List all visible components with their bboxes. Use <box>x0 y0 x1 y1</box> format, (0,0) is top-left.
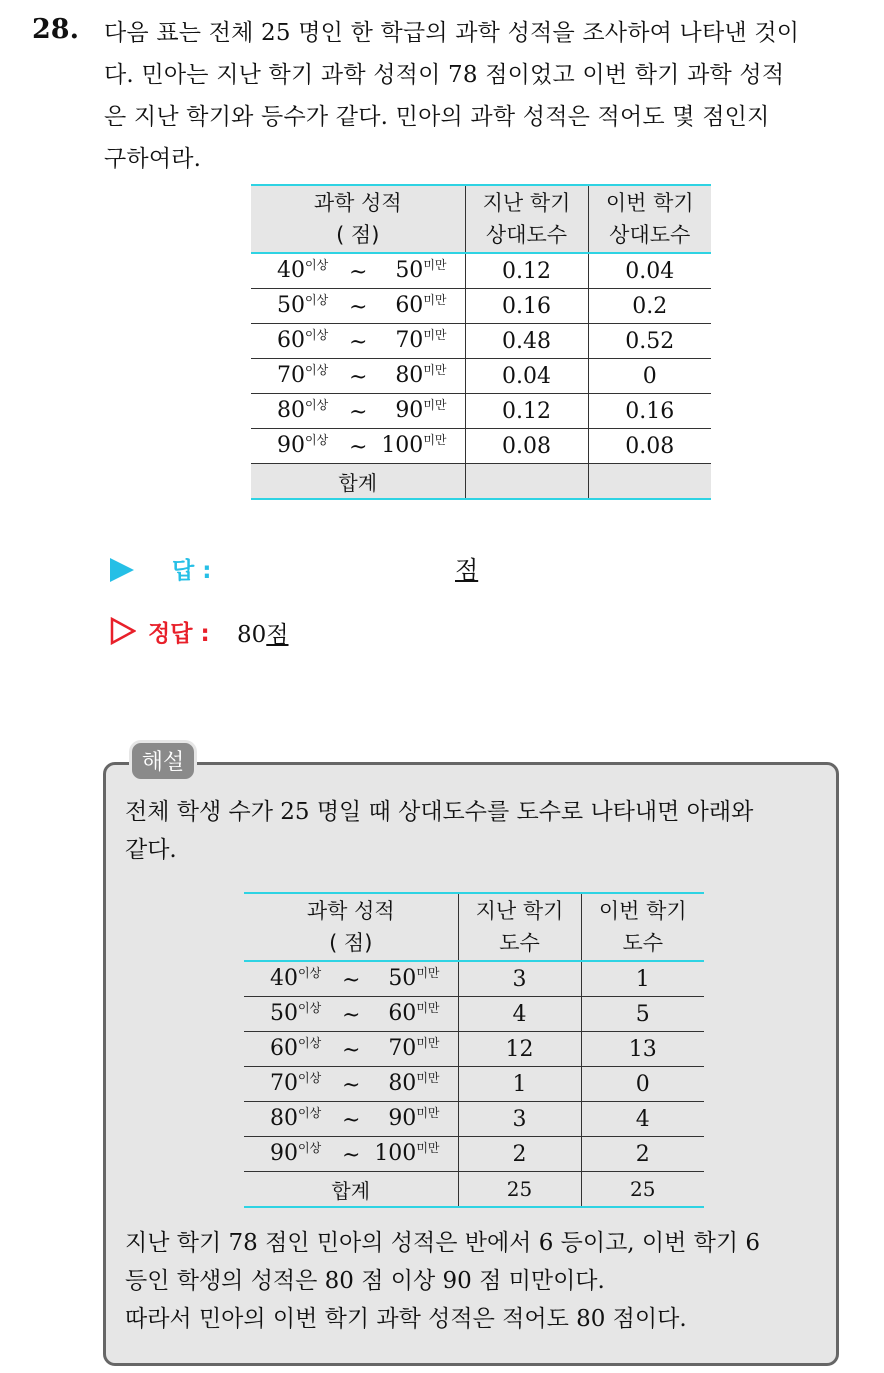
total-label: 합계 <box>244 1172 458 1208</box>
this-term-value: 0 <box>588 359 711 394</box>
score-range <box>244 1102 458 1137</box>
table-header-row <box>244 893 704 961</box>
table-row <box>244 1102 704 1137</box>
last-term-value: 4 <box>458 997 581 1032</box>
range-low: $90^{이상}$ <box>277 433 329 458</box>
table-row <box>244 1137 704 1172</box>
range-tilde: ~ <box>349 260 368 285</box>
score-range <box>244 1032 458 1067</box>
range-high: $90^{미만}$ <box>388 1106 440 1131</box>
this-term-value: 0.52 <box>588 324 711 359</box>
range-low: $80^{이상}$ <box>270 1106 322 1131</box>
question-line: 다음 표는 전체 25 명인 한 학급의 과학 성적을 조사하여 나타낸 것이 <box>104 20 800 46</box>
range-high: $60^{미만}$ <box>395 293 447 318</box>
score-range <box>244 997 458 1032</box>
table-header-row <box>251 185 711 253</box>
this-term-value: 0.16 <box>588 394 711 429</box>
range-tilde: ~ <box>342 1143 361 1168</box>
range-tilde: ~ <box>342 1003 361 1028</box>
explanation-conclusion <box>125 1224 845 1338</box>
range-tilde: ~ <box>342 968 361 993</box>
table-row <box>244 1067 704 1102</box>
outline-triangle-icon <box>110 617 136 645</box>
explanation-line: 등인 학생의 성적은 80 점 이상 90 점 미만이다. <box>125 1268 605 1294</box>
range-high: $80^{미만}$ <box>395 363 447 388</box>
play-triangle-icon <box>110 558 134 582</box>
range-high: $70^{미만}$ <box>395 328 447 353</box>
range-low: $70^{이상}$ <box>277 363 329 388</box>
table-row <box>251 429 711 464</box>
range-low: $70^{이상}$ <box>270 1071 322 1096</box>
score-range <box>251 289 465 324</box>
range-high: $80^{미만}$ <box>388 1071 440 1096</box>
header-this-term: 이번 학기 도수 <box>581 893 704 961</box>
range-tilde: ~ <box>349 330 368 355</box>
table-row <box>251 253 711 289</box>
total-this-term: 25 <box>581 1172 704 1208</box>
range-low: $50^{이상}$ <box>277 293 329 318</box>
range-low: $50^{이상}$ <box>270 1001 322 1026</box>
last-term-value: 3 <box>458 1102 581 1137</box>
this-term-value: 0.2 <box>588 289 711 324</box>
correct-answer-label: 정답 : <box>148 621 210 647</box>
explanation-line: 전체 학생 수가 25 명일 때 상대도수를 도수로 나타내면 아래와 <box>125 799 754 825</box>
explanation-line: 따라서 민아의 이번 학기 과학 성적은 적어도 80 점이다. <box>125 1306 687 1332</box>
last-term-value: 12 <box>458 1032 581 1067</box>
score-range <box>244 1067 458 1102</box>
range-tilde: ~ <box>342 1073 361 1098</box>
header-score: 과학 성적 ( 점) <box>251 185 465 253</box>
table-row <box>251 289 711 324</box>
total-last-term: 25 <box>458 1172 581 1208</box>
table-row <box>244 1032 704 1067</box>
header-this-term: 이번 학기 상대도수 <box>588 185 711 253</box>
range-high: $100^{미만}$ <box>374 1141 440 1166</box>
last-term-value: 1 <box>458 1067 581 1102</box>
total-label: 합계 <box>251 464 465 500</box>
range-tilde: ~ <box>349 365 368 390</box>
correct-answer-row <box>110 612 610 652</box>
last-term-value: 3 <box>458 961 581 997</box>
score-range <box>244 961 458 997</box>
range-low: $80^{이상}$ <box>277 398 329 423</box>
range-high: $60^{미만}$ <box>388 1001 440 1026</box>
this-term-value: 0 <box>581 1067 704 1102</box>
score-range <box>244 1137 458 1172</box>
range-low: $60^{이상}$ <box>270 1036 322 1061</box>
table-total-row <box>244 1172 704 1208</box>
header-last-term: 지난 학기 도수 <box>458 893 581 961</box>
this-term-value: 13 <box>581 1032 704 1067</box>
explanation-intro <box>125 793 845 869</box>
range-tilde: ~ <box>342 1038 361 1063</box>
range-high: $50^{미만}$ <box>395 258 447 283</box>
answer-unit: 점 <box>455 556 479 584</box>
score-range <box>251 394 465 429</box>
question-line: 다. 민아는 지난 학기 과학 성적이 78 점이었고 이번 학기 과학 성적 <box>104 62 785 88</box>
frequency-table <box>244 892 704 1208</box>
relative-frequency-table <box>251 184 711 500</box>
table-total-row <box>251 464 711 500</box>
range-high: $70^{미만}$ <box>388 1036 440 1061</box>
correct-answer-value: 80점 <box>237 622 289 648</box>
this-term-value: 0.08 <box>588 429 711 464</box>
this-term-value: 0.04 <box>588 253 711 289</box>
last-term-value: 0.12 <box>465 253 588 289</box>
header-score: 과학 성적 ( 점) <box>244 893 458 961</box>
last-term-value: 0.04 <box>465 359 588 394</box>
last-term-value: 0.16 <box>465 289 588 324</box>
score-range <box>251 429 465 464</box>
table-row <box>251 359 711 394</box>
range-tilde: ~ <box>349 295 368 320</box>
score-range <box>251 359 465 394</box>
total-this-term <box>588 464 711 500</box>
correct-answer-unit: 점 <box>266 622 289 648</box>
question-text <box>104 12 864 180</box>
last-term-value: 0.48 <box>465 324 588 359</box>
this-term-value: 2 <box>581 1137 704 1172</box>
answer-label: 답 : <box>172 558 212 584</box>
question-number: 28. <box>32 14 79 45</box>
question-line: 구하여라. <box>104 146 202 172</box>
score-range <box>251 253 465 289</box>
this-term-value: 1 <box>581 961 704 997</box>
range-high: $100^{미만}$ <box>381 433 447 458</box>
range-high: $90^{미만}$ <box>395 398 447 423</box>
this-term-value: 4 <box>581 1102 704 1137</box>
range-low: $60^{이상}$ <box>277 328 329 353</box>
this-term-value: 5 <box>581 997 704 1032</box>
table-row <box>244 997 704 1032</box>
last-term-value: 2 <box>458 1137 581 1172</box>
table-row <box>251 324 711 359</box>
explanation-tag: 해설 <box>129 740 197 782</box>
range-low: $90^{이상}$ <box>270 1141 322 1166</box>
total-last-term <box>465 464 588 500</box>
range-tilde: ~ <box>349 400 368 425</box>
answer-row <box>110 550 610 590</box>
header-last-term: 지난 학기 상대도수 <box>465 185 588 253</box>
range-tilde: ~ <box>349 435 368 460</box>
question-line: 은 지난 학기와 등수가 같다. 민아의 과학 성적은 적어도 몇 점인지 <box>104 104 770 130</box>
explanation-line: 같다. <box>125 837 177 863</box>
explanation-line: 지난 학기 78 점인 민아의 성적은 반에서 6 등이고, 이번 학기 6 <box>125 1230 761 1256</box>
range-high: $50^{미만}$ <box>388 966 440 991</box>
last-term-value: 0.12 <box>465 394 588 429</box>
range-low: $40^{이상}$ <box>277 258 329 283</box>
table-row <box>244 961 704 997</box>
range-tilde: ~ <box>342 1108 361 1133</box>
last-term-value: 0.08 <box>465 429 588 464</box>
range-low: $40^{이상}$ <box>270 966 322 991</box>
table-row <box>251 394 711 429</box>
score-range <box>251 324 465 359</box>
